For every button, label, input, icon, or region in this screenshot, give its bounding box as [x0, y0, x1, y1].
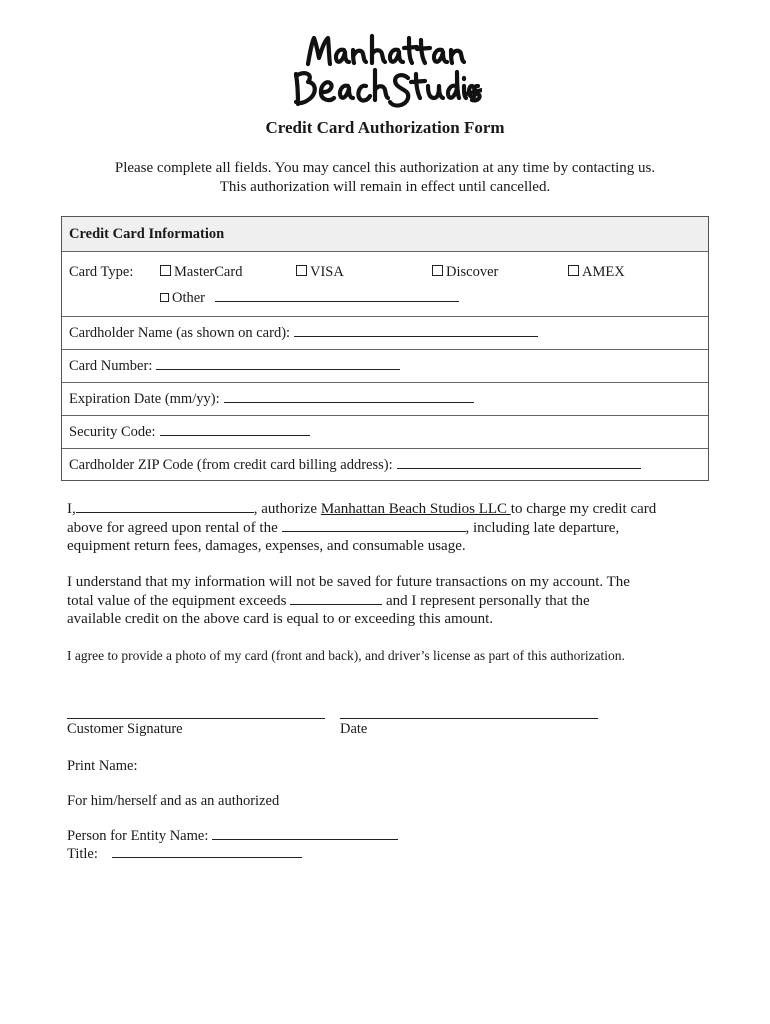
intro-line-2: This authorization will remain in effect until cancelled.	[219, 179, 551, 195]
zip-code-row	[62, 448, 708, 481]
option-other[interactable]: Other	[160, 290, 459, 307]
cardholder-name-row	[62, 316, 708, 349]
equipment-value-field[interactable]	[290, 593, 382, 605]
option-amex[interactable]: AMEX	[568, 264, 625, 281]
intro-line-1: Please complete all fields. You may cancel this authorization at any time by contacting us.	[114, 160, 656, 176]
customer-signature-label: Customer Signature	[67, 721, 183, 737]
card-number-label: Card Number:	[69, 358, 153, 374]
title-label: Title:	[67, 846, 98, 862]
for-entity-label: For him/herself and as an authorized	[67, 793, 280, 809]
date-line[interactable]	[340, 718, 598, 719]
discover-checkbox[interactable]	[432, 265, 443, 276]
name-field[interactable]	[76, 501, 254, 513]
expiration-row	[62, 382, 708, 415]
security-code-label: Security Code:	[69, 424, 156, 440]
table-header-label: Credit Card Information	[69, 226, 225, 242]
company-name: Manhattan Beach Studios LLC	[320, 501, 511, 517]
date-label: Date	[340, 721, 368, 737]
manhattan-beach-studios-logo	[286, 28, 482, 110]
print-name-label: Print Name:	[67, 758, 138, 774]
rental-field[interactable]	[282, 520, 466, 532]
option-discover[interactable]: Discover	[432, 264, 498, 281]
understanding-paragraph: I understand that my information will not be saved for future transactions on my account. The total value of the equipment exceeds and I represent personally that the available credit on the above card is equal to or exceeding this amount.	[67, 574, 630, 627]
form-title: Credit Card Authorization Form	[265, 118, 505, 137]
zip-code-label: Cardholder ZIP Code (from credit card billing address):	[69, 457, 393, 473]
option-visa[interactable]: VISA	[296, 264, 344, 281]
other-checkbox[interactable]	[160, 293, 169, 302]
zip-code-field[interactable]	[397, 457, 641, 469]
expiration-label: Expiration Date (mm/yy):	[69, 391, 220, 407]
card-number-field[interactable]	[156, 358, 400, 370]
expiration-field[interactable]	[224, 391, 474, 403]
table-header	[62, 217, 708, 251]
visa-checkbox[interactable]	[296, 265, 307, 276]
cardholder-name-field[interactable]	[294, 325, 538, 337]
other-field[interactable]	[215, 290, 459, 302]
mastercard-checkbox[interactable]	[160, 265, 171, 276]
option-mastercard[interactable]: MasterCard	[160, 264, 242, 281]
customer-signature-line[interactable]	[67, 718, 325, 719]
authorization-paragraph: I, , authorize Manhattan Beach Studios LLC to charge my credit card above for agreed upon rental of the , including late departure, equipment return fees, damages, expenses, and consumable usage.	[67, 501, 657, 554]
card-type-row	[62, 251, 708, 316]
entity-name-field[interactable]	[212, 828, 398, 840]
card-type-label: Card Type:	[69, 264, 134, 280]
photo-agreement-text: I agree to provide a photo of my card (front and back), and driver’s license as part of this authorization.	[67, 648, 625, 663]
amex-checkbox[interactable]	[568, 265, 579, 276]
security-code-field[interactable]	[160, 424, 310, 436]
credit-card-info-table	[61, 216, 709, 481]
card-number-row	[62, 349, 708, 382]
entity-name-label: Person for Entity Name:	[67, 828, 209, 844]
security-code-row	[62, 415, 708, 448]
title-field[interactable]	[112, 846, 302, 858]
cardholder-name-label: Cardholder Name (as shown on card):	[69, 325, 291, 341]
intro-text	[0, 159, 770, 197]
